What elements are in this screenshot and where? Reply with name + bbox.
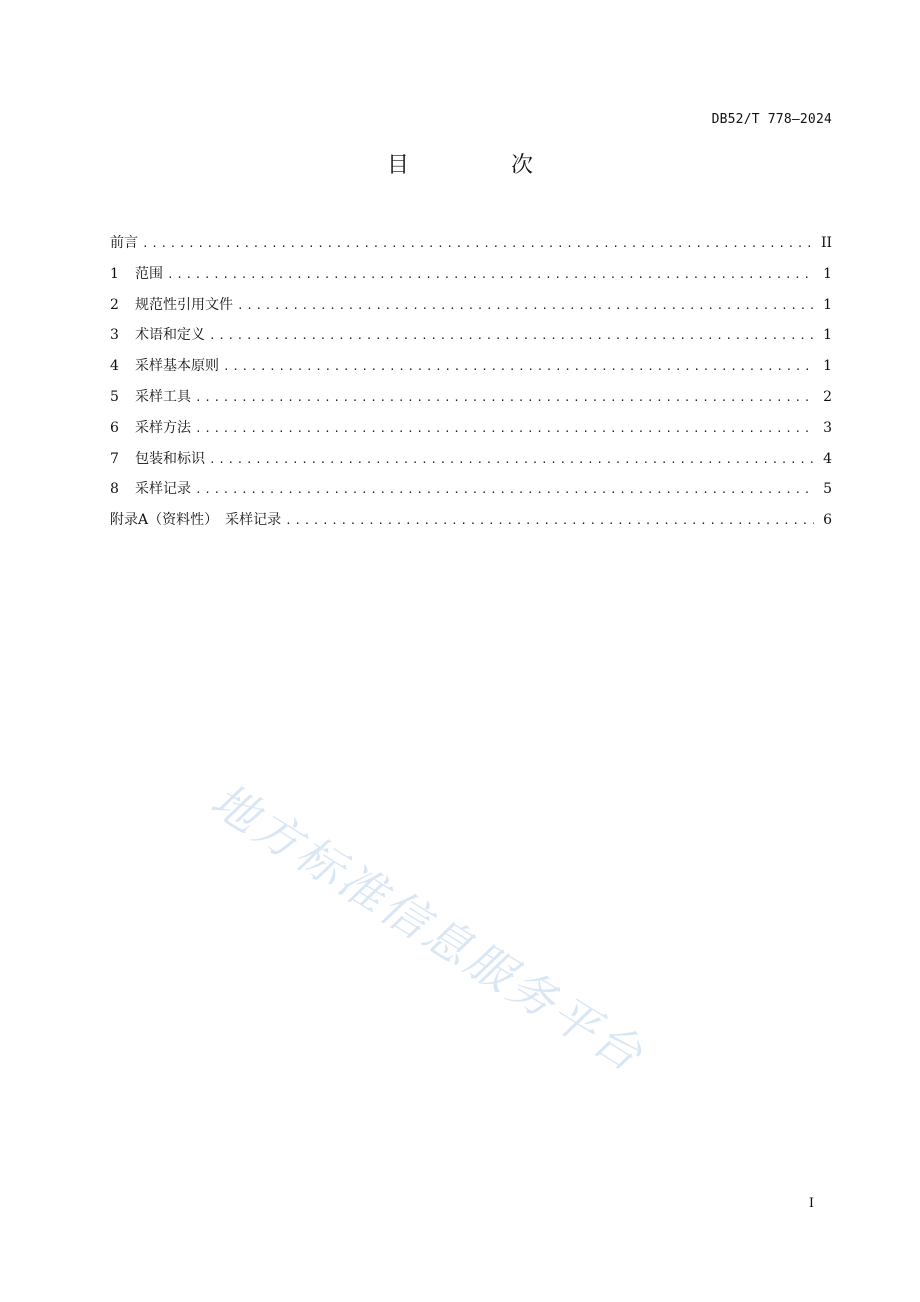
- toc-entry-label: 附录A（资料性） 采样记录: [110, 512, 282, 529]
- toc-entry-page: 5: [823, 481, 832, 498]
- toc-entry-label: 前言: [110, 235, 138, 251]
- toc-entry-sampling-record[interactable]: [110, 478, 832, 509]
- toc-entry-number: 4: [110, 358, 119, 375]
- toc-entry-page: 1: [823, 358, 832, 375]
- page-title: 目 次: [386, 153, 573, 178]
- toc-entry-page: 6: [823, 512, 832, 529]
- toc-entry-label: 采样记录: [135, 481, 191, 498]
- toc-entry-number: 5: [110, 388, 119, 405]
- toc-entry-page: 1: [823, 327, 832, 344]
- toc-entry-terms-definitions[interactable]: [110, 324, 832, 355]
- dot-leader: [195, 391, 814, 404]
- toc-entry-normative-references[interactable]: [110, 294, 832, 325]
- dot-leader: [195, 483, 814, 496]
- toc-entry-label: 规范性引用文件: [135, 296, 233, 313]
- toc-entry-page: 1: [823, 265, 832, 282]
- toc-entry-sampling-methods[interactable]: [110, 417, 832, 448]
- toc-entry-number: 8: [110, 481, 119, 498]
- dot-leader: [237, 299, 814, 312]
- dot-leader: [195, 422, 814, 435]
- page-number: I: [808, 1196, 814, 1211]
- toc-entry-label: 采样工具: [135, 388, 191, 405]
- dot-leader: [142, 237, 814, 250]
- dot-leader: [209, 453, 814, 466]
- toc-entry-page: 4: [823, 450, 832, 467]
- toc-entry-page: 3: [823, 419, 832, 436]
- toc-entry-label: 采样基本原则: [135, 358, 219, 375]
- document-code: DB52/T 778—2024: [711, 112, 832, 127]
- watermark: 地方标准信息服务平台: [201, 772, 655, 1084]
- dot-leader: [223, 360, 814, 373]
- toc-entry-foreword[interactable]: [110, 232, 832, 263]
- toc-entry-appendix-a[interactable]: [110, 509, 832, 540]
- toc-entry-page: 1: [823, 296, 832, 313]
- dot-leader: [209, 329, 814, 342]
- toc-entry-number: 3: [110, 327, 119, 344]
- toc-entry-scope[interactable]: [110, 263, 832, 294]
- dot-leader: [167, 268, 814, 281]
- toc-entry-label: 包装和标识: [135, 450, 205, 467]
- toc-entry-number: 7: [110, 450, 119, 467]
- toc-entry-number: 2: [110, 296, 119, 313]
- toc-entry-label: 采样方法: [135, 419, 191, 436]
- toc-entry-page: II: [820, 235, 832, 251]
- toc-entry-sampling-principles[interactable]: [110, 355, 832, 386]
- toc-entry-number: 6: [110, 419, 119, 436]
- dot-leader: [285, 514, 814, 527]
- toc-entry-number: 1: [110, 265, 119, 282]
- toc-entry-label: 术语和定义: [135, 327, 205, 344]
- toc-entry-sampling-tools[interactable]: [110, 386, 832, 417]
- toc-entry-label: 范围: [135, 265, 163, 282]
- toc-entry-page: 2: [823, 388, 832, 405]
- table-of-contents: [110, 232, 832, 540]
- toc-entry-packaging-labeling[interactable]: [110, 448, 832, 479]
